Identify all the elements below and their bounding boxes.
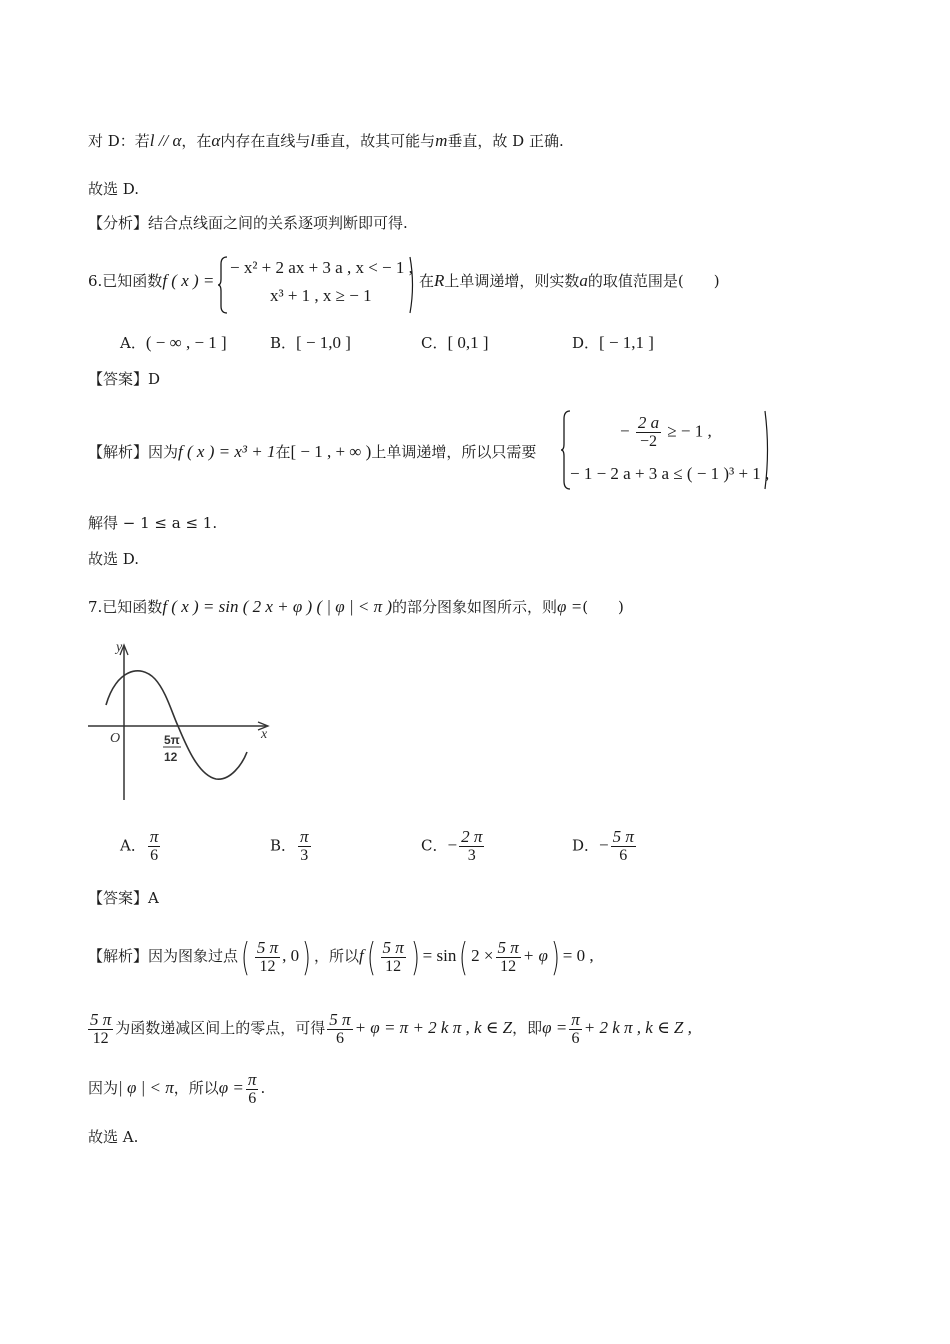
denominator: 6 bbox=[571, 1029, 580, 1047]
math: l // α bbox=[149, 131, 182, 150]
q7-answer: 【答案】A bbox=[88, 889, 159, 907]
text: 垂直，故其可能与 bbox=[315, 132, 436, 150]
denominator: −2 bbox=[639, 433, 657, 450]
text: 在 bbox=[275, 443, 291, 461]
q7-option-a[interactable] bbox=[120, 828, 162, 865]
math: = sin bbox=[422, 946, 457, 965]
text: 垂直，故 D 正确. bbox=[447, 132, 564, 150]
option-label: C． bbox=[421, 836, 448, 855]
intro-line-2: 故选 D. bbox=[88, 180, 140, 198]
numerator: 5 π bbox=[612, 827, 634, 846]
math: − bbox=[620, 421, 630, 441]
text: ，所以 bbox=[173, 1079, 219, 1097]
denominator: 12 bbox=[259, 957, 276, 975]
math: [ − 1 , + ∞ ) bbox=[290, 442, 372, 461]
right-paren: ) bbox=[550, 935, 560, 979]
math: | φ | < π bbox=[118, 1078, 174, 1097]
text: 的部分图象如图所示，则 bbox=[392, 598, 558, 616]
fraction bbox=[148, 828, 161, 865]
fraction bbox=[636, 414, 661, 451]
fraction bbox=[298, 828, 311, 865]
sine-graph bbox=[80, 635, 280, 805]
math: = 0 , bbox=[562, 946, 594, 965]
q6-answer: 【答案】D bbox=[88, 370, 161, 388]
fraction bbox=[496, 939, 521, 976]
text: 因为 bbox=[88, 1079, 119, 1097]
text: 内存在直线与 bbox=[220, 132, 311, 150]
q6-option-d[interactable] bbox=[572, 332, 654, 353]
numerator: 5 π bbox=[382, 937, 404, 957]
analysis-summary: 【分析】结合点线面之间的关系逐项判断即可得. bbox=[88, 214, 408, 232]
denominator: 3 bbox=[300, 847, 309, 864]
text: ，即 bbox=[512, 1019, 543, 1037]
left-brace-icon bbox=[217, 256, 229, 314]
left-paren: ( bbox=[240, 935, 250, 979]
option-label: B． bbox=[270, 334, 297, 352]
option-label: B． bbox=[270, 836, 297, 855]
denominator: 6 bbox=[150, 847, 159, 864]
q7-option-d[interactable] bbox=[572, 828, 638, 865]
denominator: 6 bbox=[335, 1029, 344, 1047]
tick-denominator: 12 bbox=[164, 750, 178, 764]
fraction bbox=[88, 1011, 113, 1048]
math: a bbox=[579, 271, 588, 290]
fraction bbox=[246, 1071, 259, 1108]
denominator: 12 bbox=[500, 957, 517, 975]
q7-analysis-line-3 bbox=[88, 1066, 265, 1110]
origin-label: O bbox=[110, 731, 121, 746]
denominator: 12 bbox=[385, 957, 402, 975]
q7-option-b[interactable] bbox=[270, 828, 313, 865]
left-paren: ( bbox=[366, 935, 376, 979]
text: 7.已知函数 bbox=[88, 598, 163, 616]
option-label: D． bbox=[572, 334, 600, 352]
math: φ = bbox=[542, 1018, 568, 1037]
numerator: 5 π bbox=[256, 937, 279, 957]
numerator: π bbox=[571, 1009, 580, 1029]
tick-numerator: 5π bbox=[164, 733, 180, 747]
denominator: 6 bbox=[619, 847, 628, 864]
math: + φ = π + 2 k π , k ∈ Z bbox=[354, 1018, 513, 1037]
text: 上单调递增，则实数 bbox=[444, 272, 580, 290]
option-label: A． bbox=[120, 836, 146, 855]
text: 为函数递减区间上的零点，可得 bbox=[115, 1019, 326, 1037]
text: 的取值范围是( ) bbox=[587, 272, 720, 290]
math: R bbox=[434, 271, 445, 290]
q6-analysis bbox=[88, 441, 536, 463]
fraction bbox=[569, 1011, 582, 1048]
q7-analysis-line-1 bbox=[88, 932, 594, 980]
text: 【解析】因为 bbox=[88, 443, 179, 461]
math: + 2 k π , k ∈ Z , bbox=[583, 1018, 692, 1037]
math: + φ bbox=[522, 946, 548, 965]
option-value: [ 0,1 ] bbox=[447, 333, 489, 352]
option-label: C． bbox=[421, 334, 448, 352]
numerator: 5 π bbox=[329, 1009, 351, 1029]
fraction bbox=[327, 1011, 352, 1048]
q6-stem-prefix bbox=[88, 270, 214, 292]
q6-case-1: − x² + 2 ax + 3 a , x < − 1 , bbox=[230, 258, 413, 277]
numerator: 5 π bbox=[497, 937, 519, 957]
option-label: A． bbox=[120, 334, 146, 352]
math: , 0 bbox=[282, 946, 300, 965]
q6-choose: 故选 D. bbox=[88, 550, 140, 568]
fraction bbox=[381, 939, 406, 976]
text: 6.已知函数 bbox=[88, 272, 163, 290]
fraction bbox=[611, 828, 636, 865]
text: 上单调递增，所以只需要 bbox=[371, 443, 537, 461]
numerator: π bbox=[247, 1069, 257, 1089]
q7-option-c[interactable] bbox=[421, 828, 486, 865]
q6-option-b[interactable] bbox=[270, 332, 351, 353]
q6-option-a[interactable] bbox=[120, 332, 227, 353]
text: 在 bbox=[419, 272, 435, 290]
right-paren: ) bbox=[302, 935, 311, 979]
right-paren-icon bbox=[408, 256, 416, 314]
q6-case-2: x³ + 1 , x ≥ − 1 bbox=[270, 286, 372, 305]
option-value: ( − ∞ , − 1 ] bbox=[145, 333, 227, 352]
math: f ( x ) = bbox=[162, 271, 215, 290]
math: φ = bbox=[218, 1078, 244, 1097]
math: f ( x ) = x³ + 1 bbox=[178, 442, 276, 461]
right-paren-icon bbox=[763, 410, 771, 490]
option-sign: − bbox=[447, 835, 458, 855]
fraction bbox=[459, 828, 484, 865]
left-paren: ( bbox=[459, 935, 469, 979]
q7-choose: 故选 A. bbox=[88, 1128, 139, 1146]
option-label: D． bbox=[572, 836, 600, 855]
numerator: π bbox=[300, 827, 309, 846]
denominator: 12 bbox=[92, 1029, 109, 1047]
text: ，在 bbox=[181, 132, 212, 150]
math: α bbox=[211, 131, 221, 150]
y-axis-label: y bbox=[116, 640, 123, 655]
q7-stem bbox=[88, 596, 624, 618]
option-value: [ − 1,0 ] bbox=[296, 333, 351, 352]
q6-system-row-2: − 1 − 2 a + 3 a ≤ ( − 1 )³ + 1 , bbox=[570, 464, 770, 483]
q6-stem-suffix bbox=[419, 270, 720, 292]
text: . bbox=[260, 1079, 266, 1097]
numerator: π bbox=[149, 827, 159, 846]
numerator: 5 π bbox=[90, 1009, 112, 1029]
denominator: 3 bbox=[467, 847, 476, 864]
denominator: 6 bbox=[248, 1089, 257, 1107]
text: 对 D：若 bbox=[88, 132, 150, 150]
math: f bbox=[358, 946, 364, 965]
numerator: 2 π bbox=[461, 827, 483, 846]
q6-system-row-1 bbox=[620, 414, 712, 451]
intro-line-1 bbox=[88, 130, 564, 152]
option-sign: − bbox=[599, 835, 609, 855]
x-axis-label: x bbox=[261, 727, 268, 742]
text: ，所以 bbox=[313, 947, 359, 965]
q7-analysis-line-2 bbox=[88, 1006, 692, 1050]
text: 【解析】因为图象过点 bbox=[88, 947, 239, 965]
text: ( ) bbox=[582, 598, 624, 616]
q6-solve: 解得 − 1 ≤ a ≤ 1. bbox=[88, 514, 218, 532]
math: l bbox=[310, 131, 316, 150]
math: 2 × bbox=[471, 946, 494, 965]
math: m bbox=[435, 131, 448, 150]
q6-option-c[interactable] bbox=[421, 332, 489, 353]
math: f ( x ) = sin ( 2 x + φ ) ( | φ | < π ) bbox=[162, 597, 393, 616]
right-paren: ) bbox=[410, 935, 420, 979]
fraction bbox=[255, 939, 280, 976]
math: ≥ − 1 , bbox=[667, 421, 712, 441]
option-value: [ − 1,1 ] bbox=[599, 333, 654, 352]
math: φ = bbox=[557, 597, 583, 616]
numerator: 2 a bbox=[637, 413, 660, 432]
